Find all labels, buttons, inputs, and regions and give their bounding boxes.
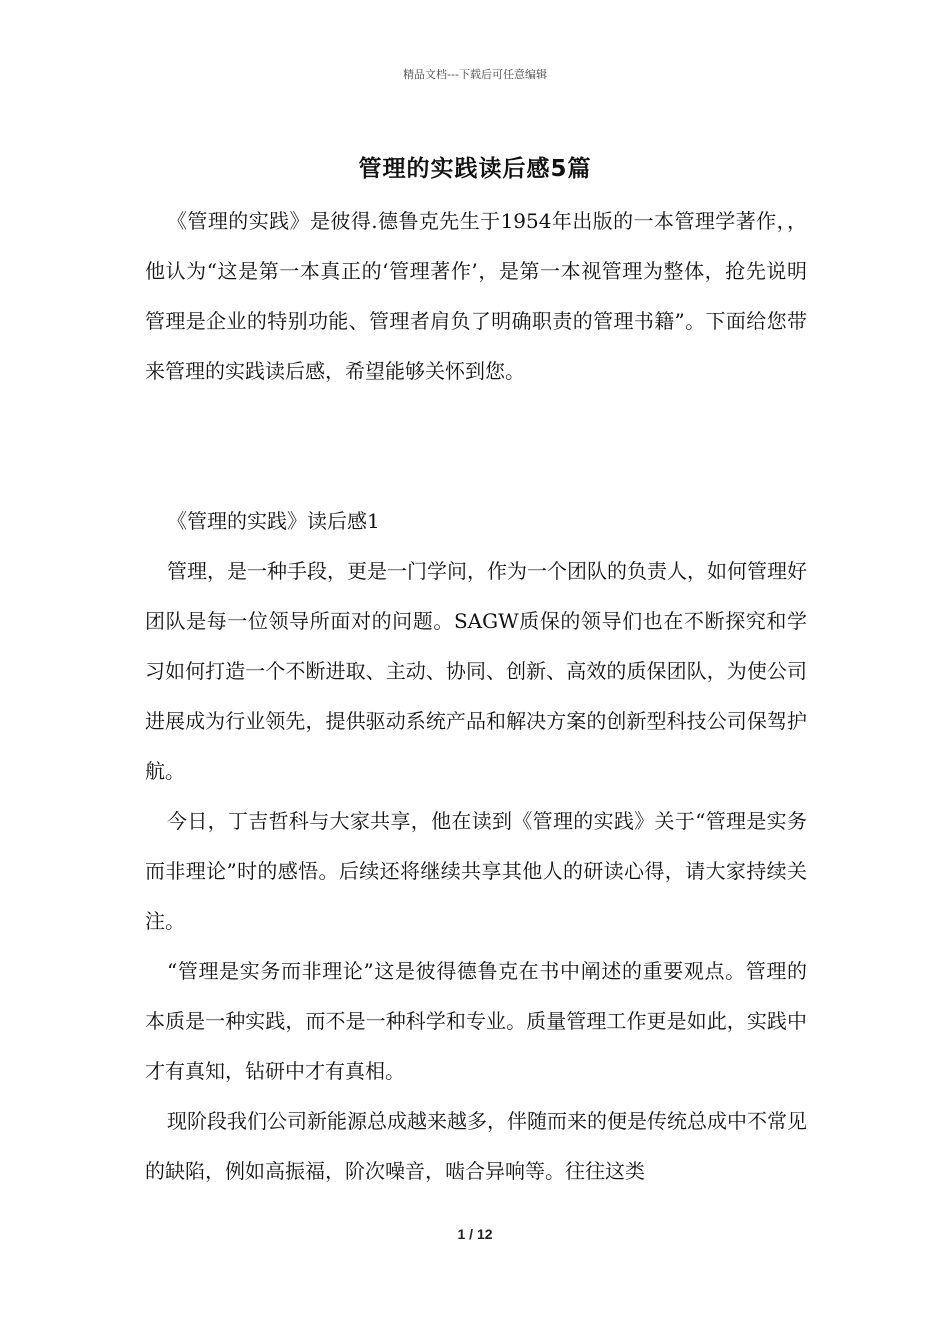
page-header [0,66,950,82]
intro-paragraph: 《管理的实践》是彼得.德鲁克先生于1954年出版的一本管理学著作，，他认为“这是第一本真正的‘管理著作’，是第一本视管理为整体，抢先说明管理是企业的特别功能、管理者肩负了明确职责的管理书籍”。下面给您带来管理的实践读后感，希望能够关怀到您。 [145,209,807,383]
page-current: 1 [457,1226,466,1242]
page-total: 12 [476,1226,493,1242]
document-title: 管理的实践读后感5篇 [358,156,592,182]
page-number [0,1226,950,1242]
header-text: 精品文档---下载后可任意编辑 [403,68,547,81]
section-heading: 《管理的实践》读后感1 [167,509,380,533]
body-paragraph-1: 管理，是一种手段，更是一门学问，作为一个团队的负责人，如何管理好团队是每一位领导所面对的问题。SAGW质保的领导们也在不断探究和学习如何打造一个不断进取、主动、协同、创新、高效的质保团队，为使公司进展成为行业领先，提供驱动系统产品和解决方案的创新型科技公司保驾护航。 [145,559,807,783]
body-paragraph-4: 现阶段我们公司新能源总成越来越多，伴随而来的便是传统总成中不常见的缺陷，例如高振福，阶次噪音，啮合异响等。往往这类 [145,1109,807,1183]
body-paragraph-3: “管理是实务而非理论”这是彼得德鲁克在书中阐述的重要观点。管理的本质是一种实践，而不是一种科学和专业。质量管理工作更是如此，实践中才有真知，钻研中才有真相。 [145,959,807,1083]
body-paragraph-2: 今日，丁吉哲科与大家共享，他在读到《管理的实践》关于“管理是实务而非理论”时的感悟。后续还将继续共享其他人的研读心得，请大家持续关注。 [145,809,807,933]
page-separator: / [465,1226,477,1242]
